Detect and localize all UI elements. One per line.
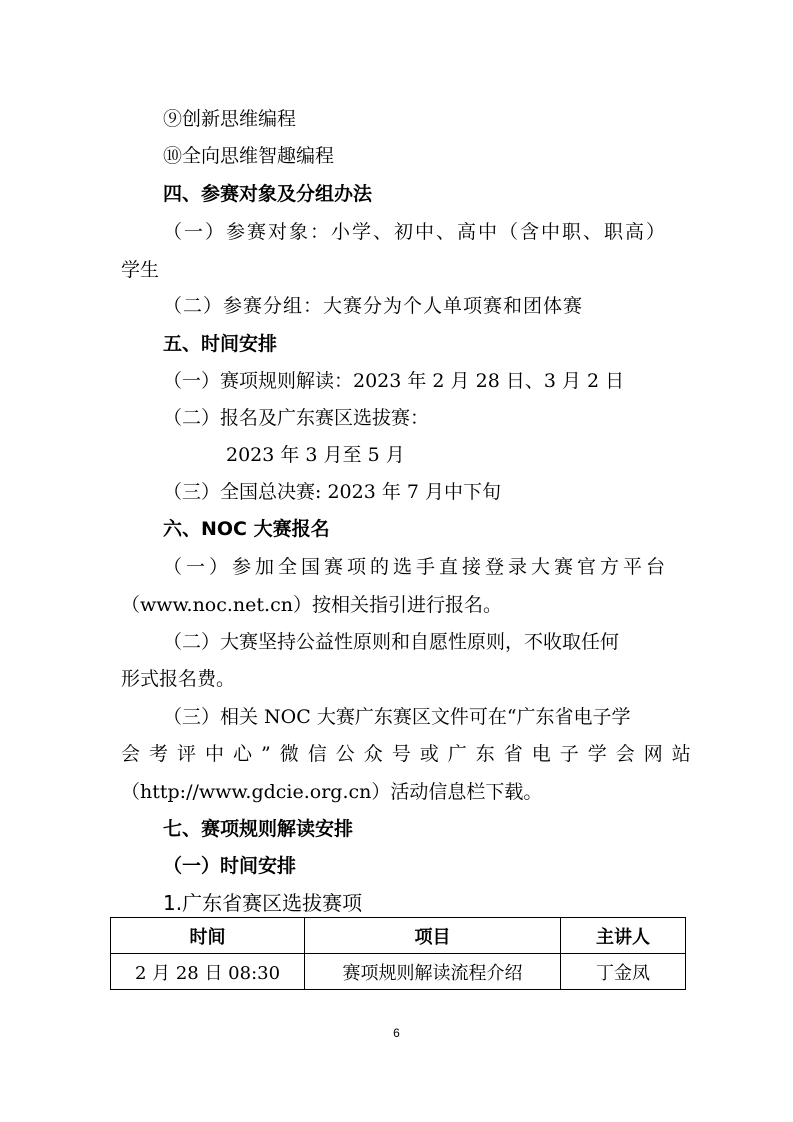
item-10: ⑩全向思维智趣编程 bbox=[163, 145, 335, 167]
section-6-para-3-line-2: 会考评中心”微信公众号或广东省电子学会网站 bbox=[121, 743, 700, 765]
section-6-para-2-line-2: 形式报名费。 bbox=[121, 668, 236, 690]
table-header-row bbox=[111, 918, 686, 954]
section-5-para-2-detail: 2023 年 3 月至 5 月 bbox=[226, 444, 405, 466]
section-5-heading: 五、时间安排 bbox=[163, 333, 278, 355]
table-header-time: 时间 bbox=[111, 918, 305, 954]
item-9: ⑨创新思维编程 bbox=[163, 108, 297, 130]
schedule-table bbox=[110, 917, 686, 990]
section-4-para-2: （二）参赛分组：大赛分为个人单项赛和团体赛 bbox=[163, 295, 584, 317]
section-5-para-3: （三）全国总决赛: 2023 年 7 月中下旬 bbox=[163, 481, 502, 503]
section-5-para-1: （一）赛项规则解读：2023 年 2 月 28 日、3 月 2 日 bbox=[163, 370, 625, 392]
table-cell-time: 2 月 28 日 08:30 bbox=[111, 954, 305, 990]
table-header-speaker: 主讲人 bbox=[561, 918, 686, 954]
section-6-heading: 六、NOC 大赛报名 bbox=[163, 518, 330, 540]
section-6-para-3-line-3: （http://www.gdcie.org.cn）活动信息栏下载。 bbox=[121, 781, 543, 803]
section-4-para-1-line-1: （一）参赛对象：小学、初中、高中（含中职、职高） bbox=[163, 221, 668, 243]
section-4-para-1-line-2: 学生 bbox=[121, 259, 160, 281]
section-6-para-1-line-1: （一）参加全国赛项的选手直接登录大赛官方平台 bbox=[163, 556, 670, 578]
table-cell-speaker: 丁金凤 bbox=[561, 954, 686, 990]
section-7-heading: 七、赛项规则解读安排 bbox=[163, 818, 354, 840]
section-6-para-1-line-2: （www.noc.net.cn）按相关指引进行报名。 bbox=[121, 594, 502, 616]
section-4-heading: 四、参赛对象及分组办法 bbox=[163, 183, 373, 205]
page-number: 6 bbox=[393, 1026, 400, 1040]
table-header-item: 项目 bbox=[305, 918, 561, 954]
section-7-subheading-1: （一）时间安排 bbox=[163, 855, 297, 877]
table-row bbox=[111, 954, 686, 990]
section-7-subheading-1-1: 1.广东省赛区选拔赛项 bbox=[163, 891, 363, 915]
table-cell-item: 赛项规则解读流程介绍 bbox=[305, 954, 561, 990]
section-6-para-2-line-1: （二）大赛坚持公益性原则和自愿性原则，不收取任何 bbox=[163, 631, 620, 653]
section-6-para-3-line-1: （三）相关 NOC 大赛广东赛区文件可在“广东省电子学 bbox=[163, 706, 631, 728]
section-5-para-2: （二）报名及广东赛区选拔赛： bbox=[163, 407, 430, 429]
